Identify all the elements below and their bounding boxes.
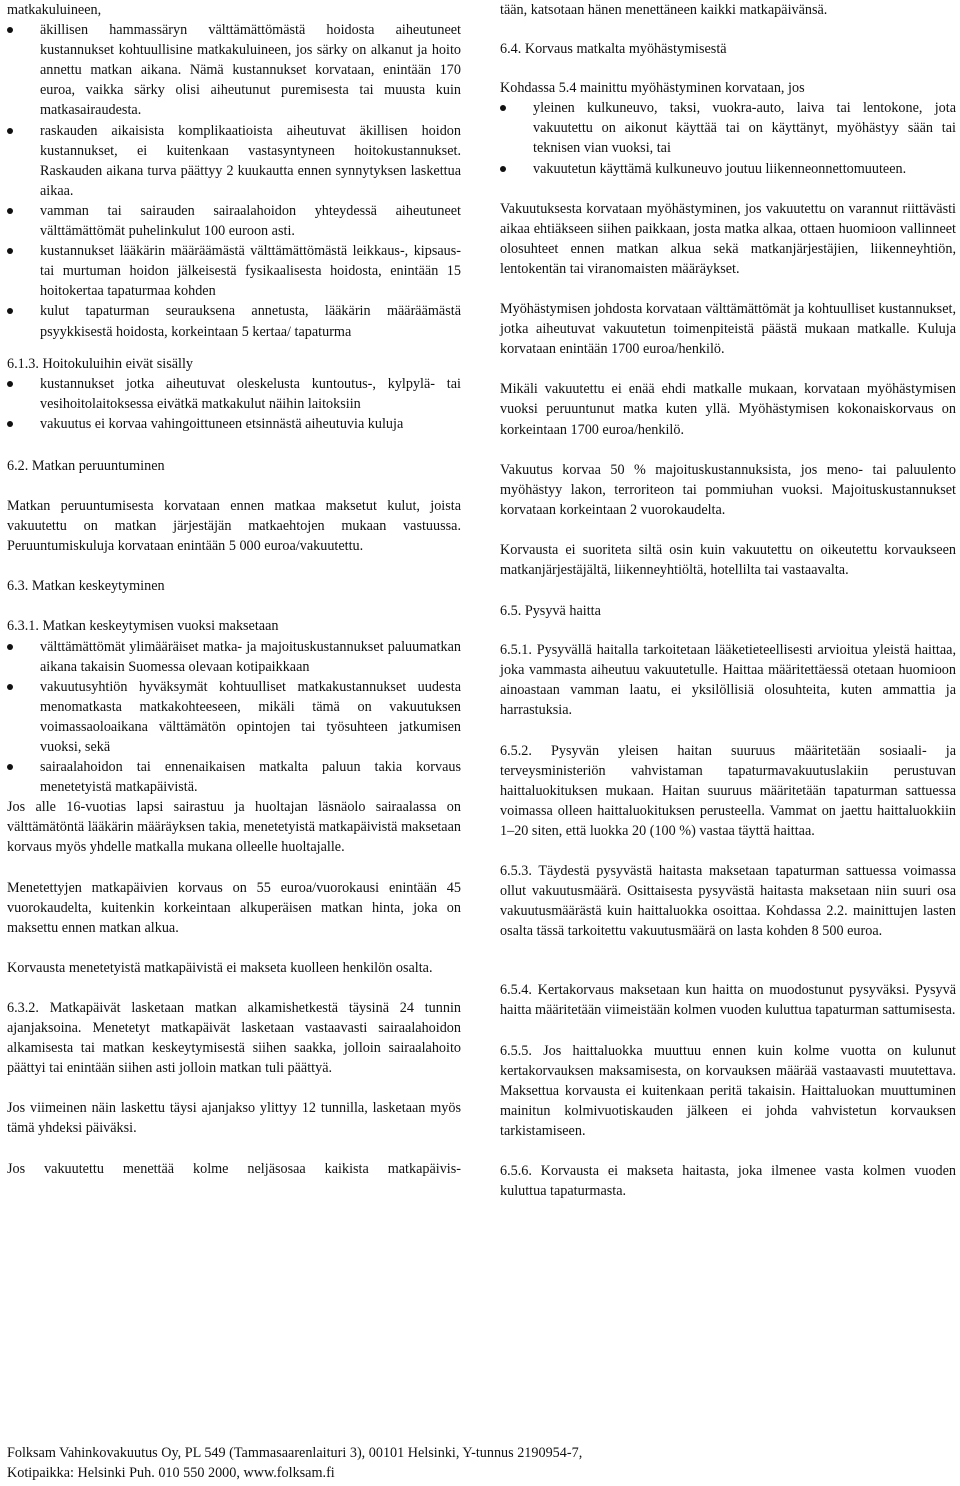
- paragraph-6-5-1: 6.5.1. Pysyvällä haitalla tarkoitetaan lääketieteellisesti arvioitua yleistä haittaa, joka vammasta aiheutuu vakuutetulle. Haittaa määritettäessä otetaan huomioon ainoastaan vamman laatu, ei yksilöllisiä olosuhteita, kuten ammattia ja harrastuksia.: [500, 642, 956, 719]
- paragraph-cancellation: Matkan peruuntumisesta korvataan ennen matkaa maksetut kulut, joista vakuutettu on matkan järjestäjän matkaehtojen mukaan vastuussa. Peruuntumiskuluja korvataan enintään 5 000 euroa/vakuutettu.: [7, 498, 461, 555]
- paragraph-sufficient-time: Vakuutuksesta korvataan myöhästyminen, jos vakuutettu on varannut riittävästi aikaa ehtiäkseen siihen paikkaan, josta matka alkaa, ottaen huomioon vallinneet olosuhteet ennen matkan alkua sekä matkanjärjestäjien, liikenneyhtiön, lentokentän tai viranomaisten määräykset.: [500, 200, 956, 277]
- list-item: kustannukset jotka aiheutuvat oleskelusta kuntoutus-, kylpylä- tai vesihoitolaitoksessa eivätkä matkakulut näihin laitoksiin: [7, 374, 461, 414]
- paragraph-child-guardian: Jos alle 16-vuotias lapsi sairastuu ja huoltajan läsnäolo sairaalassa on välttämätöntä lääkärin määräyksen takia, menetetyistä matkapäivistä maksetaan korvaus myös yhdelle matkalla mukana olleelle huoltajalle.: [7, 799, 461, 856]
- continued-line: tään, katsotaan hänen menettäneen kaikki matkapäivänsä.: [500, 2, 828, 18]
- paragraph-daily-compensation: Menetettyjen matkapäivien korvaus on 55 euroa/vuorokausi enintään 45 vuorokaudelta, kuitenkin korkeintaan alkuperäisen matkan hinta, joka on maksettu ennen matkan alkua.: [7, 879, 461, 936]
- paragraph-6-5-5: 6.5.5. Jos haittaluokka muuttuu ennen kuin kolme vuotta on kulunut kertakorvauksen maksamisesta, on korvauksen määrää vastaavasti muutettava. Maksettua korvausta ei kuitenkaan peritä takaisin. Haittaluokan muuttuminen mainitun kolmivuotiskauden jälkeen ei johda vahvistetun korvauksen tarkistamiseen.: [500, 1042, 956, 1139]
- section-heading-6-5: 6.5. Pysyvä haitta: [500, 603, 601, 620]
- section-heading-6-3: 6.3. Matkan keskeytyminen: [7, 578, 165, 595]
- section-heading-6-2: 6.2. Matkan peruuntuminen: [7, 457, 165, 474]
- section-heading-6-4: 6.4. Korvaus matkalta myöhästymisestä: [500, 41, 727, 58]
- page-footer: [7, 1443, 947, 1483]
- paragraph-missed-trip: Mikäli vakuutettu ei enää ehdi matkalle mukaan, korvataan myöhästymisen vuoksi peruuntunut matka kuten yllä. Myöhästymisen kokonaiskorvaus on korkeintaan 1700 euroa/henkilö.: [500, 381, 956, 438]
- paragraph-6-5-4: 6.5.4. Kertakorvaus maksetaan kun haitta on muodostunut pysyväksi. Pysyvä haitta määritetään viimeistään kolmen vuoden kuluttua tapaturman sattumisesta.: [500, 982, 956, 1019]
- paragraph-6-3-2: 6.3.2. Matkapäivät lasketaan matkan alkamishetkestä täysinä 24 tunnin ajanjaksoina. Menetetyt matkapäivät lasketaan vastaavasti sairaalahoidon alkamisesta tai matkan keskeytymisestä siihen saakka, jolloin sairaalahoito päättyi tai enintään siihen asti jolloin matkan tuli päättyä.: [7, 999, 461, 1077]
- interruption-payments-list: [7, 637, 461, 798]
- list-item: vakuutusyhtiön hyväksymät kohtuulliset matkakustannukset uudesta menomatkasta matkakohteeseen, mikäli tämä on vakuutuksen voimassaoloaikana välttämätön opintojen tai työsuhteen jatkumisen vuoksi, sekä: [7, 677, 461, 757]
- footer-company-line: Folksam Vahinkovakuutus Oy, PL 549 (Tammasaarenlaituri 3), 00101 Helsinki, Y-tunnus 2190954-7,: [7, 1445, 583, 1461]
- list-item: äkillisen hammassäryn välttämättömästä hoidosta aiheutuneet kustannukset kohtuullisine matkakuluineen, jos särky on alkanut ja hoito annettu matkan aikana. Nämä kustannukset korvataan, enintään 170 euroa, vaikka särky olisi aiheutunut puremisesta tai muusta kuin matkasairaudesta.: [7, 20, 461, 120]
- list-item: yleinen kulkuneuvo, taksi, vuokra-auto, laiva tai lentokone, jota vakuutettu on aikonut käyttää tai on käyttänyt, myöhästyy sään tai teknisen vian vuoksi, tai: [500, 98, 956, 158]
- paragraph-6-5-6: 6.5.6. Korvausta ei makseta haitasta, joka ilmenee vasta kolmen vuoden kuluttua tapaturmasta.: [500, 1163, 956, 1200]
- paragraph-accommodation: Vakuutus korvaa 50 % majoituskustannuksista, jos meno- tai paluulento myöhästyy lakon, terroriteon tai pommiuhan vuoksi. Majoituskustannukset korvataan korkeintaan 2 vuorokaudelta.: [500, 461, 956, 518]
- list-item: vamman tai sairauden sairaalahoidon yhteydessä aiheutuneet välttämättömät puhelinkulut 100 euroon asti.: [7, 201, 461, 241]
- paragraph-no-compensation: Korvausta ei suoriteta siltä osin kuin vakuutettu on oikeutettu korvaukseen matkanjärjestäjältä, liikenneyhtiöltä, hotellilta tai vastaavalta.: [500, 541, 956, 578]
- paragraph-6-5-2: 6.5.2. Pysyvän yleisen haitan suuruus määritetään sosiaali- ja terveysministeriön vahvistaman tapaturmavakuutuslakiin perustuvan haittaluokituksen mukaan. Haitan suuruus määritetään tapaturman sattuessa voimassa olleen haittaluokituksen perusteella. Vammat on jaettu haittaluokkiin 1–20 siten, että luokka 20 (100 %) vastaa täyttä haittaa.: [500, 742, 956, 839]
- paragraph-delay-costs: Myöhästymisen johdosta korvataan välttämättömät ja kohtuulliset kustannukset, jotka aiheutuvat vakuutetun toimenpiteistä päästä mukaan matkalle. Kuluja korvataan enintään 1700 euroa/henkilö.: [500, 301, 956, 358]
- paragraph-three-quarters: Jos vakuutettu menettää kolme neljäsosaa kaikista matkapäivis-: [7, 1160, 461, 1177]
- paragraph-12-hours: Jos viimeinen näin laskettu täysi ajanjakso ylittyy 12 tunnilla, lasketaan myös tämä yhdeksi päiväksi.: [7, 1100, 461, 1137]
- paragraph-deceased: Korvausta menetetyistä matkapäivistä ei makseta kuolleen henkilön osalta.: [7, 959, 433, 976]
- list-item: välttämättömät ylimääräiset matka- ja majoituskustannukset paluumatkan aikana takaisin Suomessa olevaan kotipaikkaan: [7, 637, 461, 677]
- continued-line: matkakuluineen,: [7, 2, 102, 18]
- list-item: kulut tapaturman seurauksena annetusta, lääkärin määräämästä psyykkisestä hoidosta, korkeintaan 5 kertaa/ tapaturma: [7, 301, 461, 341]
- list-item: sairaalahoidon tai ennenaikaisen matkalta paluun takia korvaus menetetyistä matkapäivistä.: [7, 757, 461, 797]
- section-heading-6-1-3: 6.1.3. Hoitokuluihin eivät sisälly: [7, 355, 194, 372]
- section-heading-6-3-1: 6.3.1. Matkan keskeytymisen vuoksi maksetaan: [7, 618, 279, 635]
- right-column: [500, 0, 956, 1201]
- list-item: raskauden aikaisista komplikaatioista aiheutuvat äkillisen hoidon kustannukset, ei kuitenkaan vastasyntyneen hoitokustannukset. Raskauden aikana turva päättyy 2 kuukautta ennen synnytyksen laskettua aikaa.: [7, 121, 461, 201]
- left-column: [7, 0, 461, 1179]
- paragraph-section-ref: Kohdassa 5.4 mainittu myöhästyminen korvataan, jos: [500, 80, 805, 97]
- delay-conditions-list: [500, 98, 956, 178]
- excluded-costs-list: [7, 374, 461, 434]
- covered-costs-list: [7, 20, 461, 342]
- footer-contact-line: Kotipaikka: Helsinki Puh. 010 550 2000, www.folksam.fi: [7, 1465, 335, 1481]
- paragraph-6-5-3: 6.5.3. Täydestä pysyvästä haitasta maksetaan tapaturman sattuessa voimassa ollut vakuutusmäärä. Osittaisesta pysyvästä haitasta maksetaan niin suuri osa vakuutusmäärästä kuin haittaluokka osoittaa. Kohdassa 2.2. mainittujen lasten osalta tässä tarkoitettu vakuutusmäärä on lasta kohden 8 500 euroa.: [500, 863, 956, 940]
- list-item: vakuutetun käyttämä kulkuneuvo joutuu liikenneonnettomuuteen.: [500, 159, 956, 179]
- list-item: vakuutus ei korvaa vahingoittuneen etsinnästä aiheutuvia kuluja: [7, 414, 461, 434]
- list-item: kustannukset lääkärin määräämästä välttämättömästä leikkaus-, kipsaus- tai murtuman hoidon jälkeisestä fysikaalisesta hoidosta, enintään 15 hoitokertaa tapaturmaa kohden: [7, 241, 461, 301]
